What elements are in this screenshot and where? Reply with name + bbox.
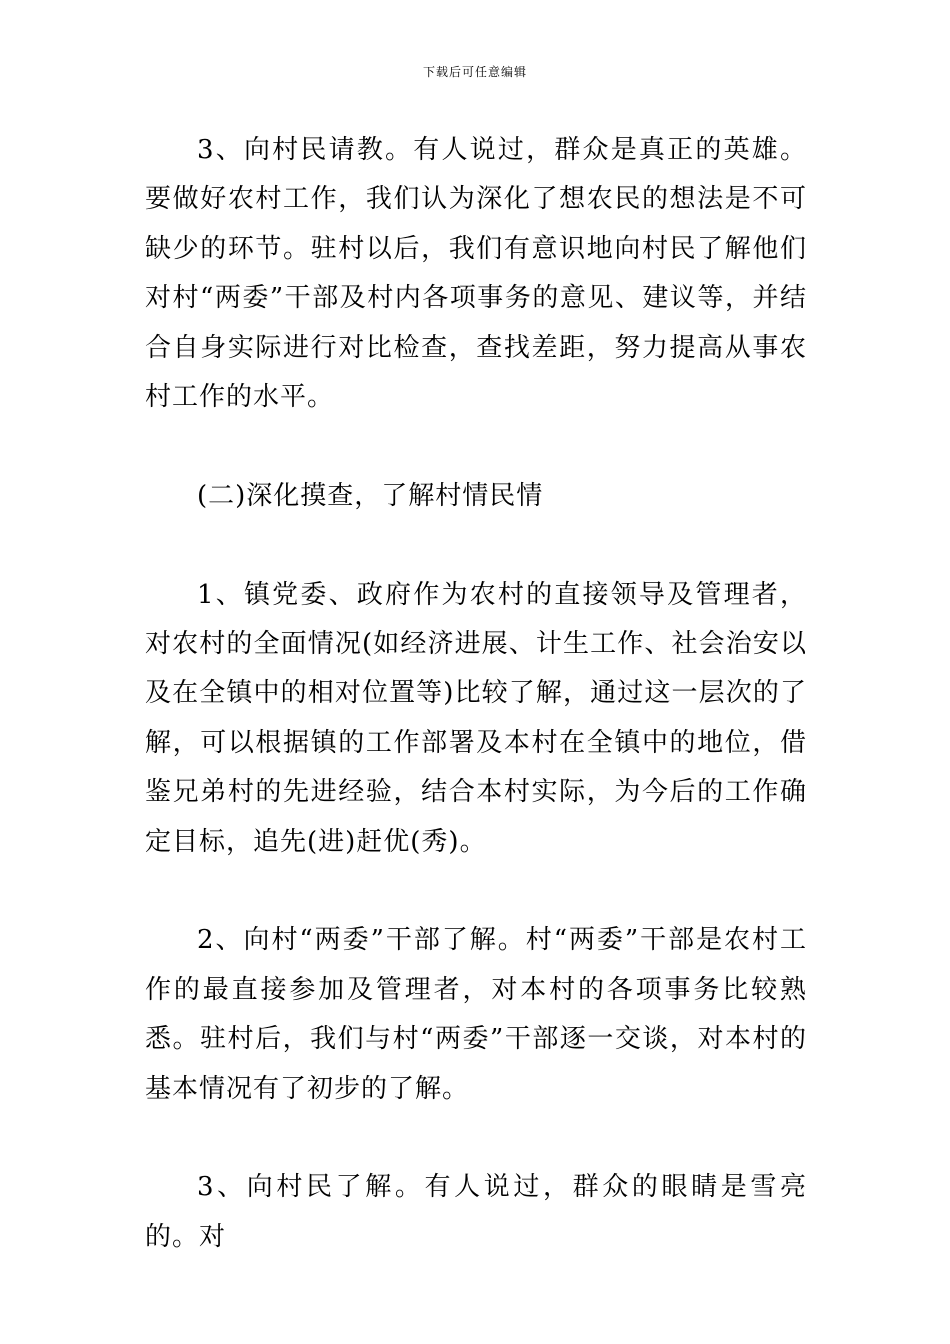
paragraph-gap [145, 867, 807, 916]
paragraph-gap [145, 1114, 807, 1163]
paragraph-villagers-understanding: 3、向村民了解。有人说过，群众的眼睛是雪亮的。对 [145, 1172, 807, 1252]
paragraph-gap [145, 422, 807, 471]
paragraph-town-party: 1、镇党委、政府作为农村的直接领导及管理者，对农村的全面情况(如经济进展、计生工作、社会治安以及在全镇中的相对位置等)比较了解，通过这一层次的了解，可以根据镇的工作部署及本村在全镇中的地位，借鉴兄弟村的先进经验，结合本村实际，为今后的工作确定目标，追先(进)赶优(秀)。 [145, 579, 807, 857]
paragraph-consult-villagers: 3、向村民请教。有人说过，群众是真正的英雄。要做好农村工作，我们认为深化了想农民的想法是不可缺少的环节。驻村以后，我们有意识地向村民了解他们对村“两委”干部及村内各项事务的意见、建议等，并结合自身实际进行对比检查，查找差距，努力提高从事农村工作的水平。 [145, 135, 807, 413]
paragraph-village-committee: 2、向村“两委”干部了解。村“两委”干部是农村工作的最直接参加及管理者，对本村的各项事务比较熟悉。驻村后，我们与村“两委”干部逐一交谈，对本村的基本情况有了初步的了解。 [145, 925, 807, 1104]
section-heading: (二)深化摸查，了解村情民情 [197, 480, 544, 511]
page-header: 下载后可任意编辑 [422, 65, 527, 79]
paragraph-gap [145, 521, 807, 570]
document-body [145, 126, 807, 1262]
